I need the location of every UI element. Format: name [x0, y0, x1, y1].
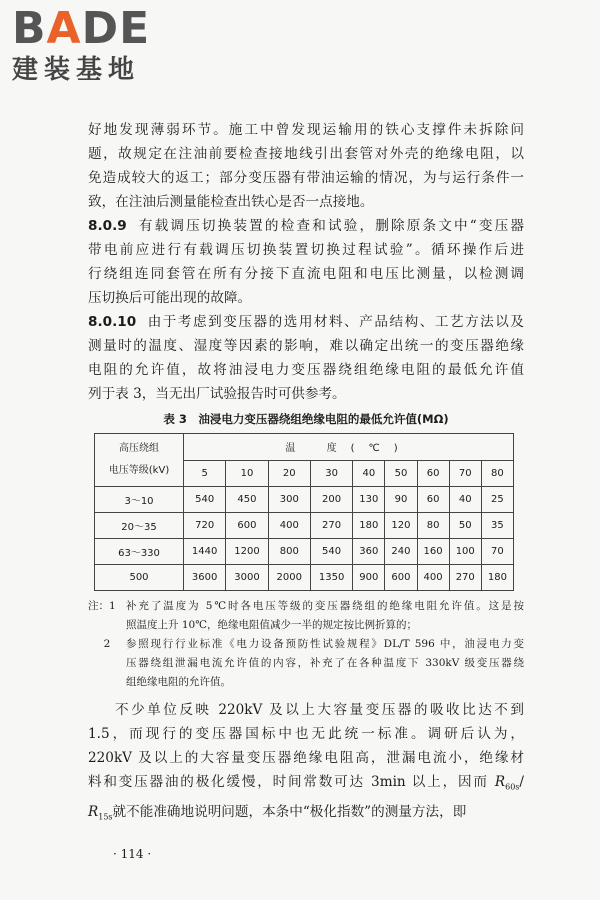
voltage-header — [95, 434, 184, 487]
value-cell: 720 — [184, 513, 226, 539]
table-notes — [88, 597, 524, 692]
value-cell: 40 — [449, 487, 481, 513]
text-line: 1.5，而现行的变压器国标中也无此统一标准。调研后认为， — [88, 726, 524, 742]
value-cell: 200 — [310, 487, 352, 513]
r15-subscript: 15s — [98, 812, 113, 822]
text-line-with-formula — [88, 770, 524, 800]
section-number: 8.0.9 — [88, 218, 127, 234]
table-row — [95, 513, 514, 539]
value-cell: 400 — [268, 513, 310, 539]
text-line-with-formula — [88, 800, 524, 830]
text-line: 列于表 3，当无出厂试验报告时可供参考。 — [88, 386, 346, 402]
note-label: 注：1 — [88, 600, 116, 612]
value-cell: 180 — [353, 513, 385, 539]
logo-wordmark: BADE — [12, 3, 151, 54]
value-cell: 300 — [268, 487, 310, 513]
value-cell: 60 — [417, 487, 449, 513]
slash: / — [519, 774, 524, 790]
text-segment: 料和变压器油的极化缓慢，时间常数可达 3min 以上，因而 — [88, 774, 489, 790]
temp-cell: 50 — [385, 460, 417, 487]
value-cell: 240 — [385, 539, 417, 565]
text-line: 不少单位反映 220kV 及以上大容量变压器的吸收比达不到 — [115, 702, 524, 718]
note-text — [126, 635, 524, 692]
note-label: 2 — [103, 638, 111, 650]
temp-cell: 80 — [481, 460, 513, 487]
section-8-0-10 — [88, 310, 524, 406]
value-cell: 1350 — [310, 565, 352, 591]
r15-symbol: R — [88, 803, 99, 820]
value-cell: 270 — [449, 565, 481, 591]
text-line: 致，在注油后测量能检查出铁心是否一点接地。 — [88, 194, 374, 210]
value-cell: 3000 — [226, 565, 268, 591]
voltage-cell: 500 — [95, 565, 184, 591]
value-cell: 800 — [268, 539, 310, 565]
value-cell: 50 — [449, 513, 481, 539]
logo-subtitle: 建装基地 — [12, 55, 141, 85]
text-line: 带电前应进行有载调压切换装置切换过程试验”。循环操作后进 — [88, 242, 524, 258]
note-1 — [88, 597, 524, 635]
note-line: 参照现行行业标准《电力设备预防性试验规程》DL/T 596 中，油浸电力变 — [126, 638, 524, 650]
page-number: · 114 · — [113, 847, 152, 861]
value-cell: 80 — [417, 513, 449, 539]
paragraph-polarization — [88, 698, 524, 829]
temperature-header: 温 度(℃) — [184, 434, 514, 461]
value-cell: 900 — [353, 565, 385, 591]
text-segment: 就不能准确地说明问题，本条中“极化指数”的测量方法，即 — [112, 803, 467, 820]
temp-cell: 20 — [268, 460, 310, 487]
r60-subscript: 60s — [505, 782, 520, 792]
table-row — [95, 487, 514, 513]
note-2 — [88, 635, 524, 692]
table-title: 表 3 油浸电力变压器绕组绝缘电阻的最低允许值(MΩ) — [163, 412, 449, 426]
value-cell: 1200 — [226, 539, 268, 565]
bade-logo — [12, 3, 187, 86]
value-cell: 35 — [481, 513, 513, 539]
table-row — [95, 539, 514, 565]
value-cell: 25 — [481, 487, 513, 513]
section-8-0-9 — [88, 214, 524, 310]
temp-cell: 70 — [449, 460, 481, 487]
text-line: 题，故规定在注油前要检查接地线引出套管对外壳的绝缘电阻，以 — [88, 146, 524, 162]
value-cell: 450 — [226, 487, 268, 513]
value-cell: 180 — [481, 565, 513, 591]
text-line: 行绕组连同套管在所有分接下直流电阻和电压比测量，以检测调 — [88, 266, 524, 282]
r60-symbol: R — [494, 774, 506, 790]
voltage-cell: 3～10 — [95, 487, 184, 513]
note-line: 补充了温度为 5℃时各电压等级的变压器绕组的绝缘电阻允许值。这是按 — [126, 600, 524, 612]
value-cell: 540 — [184, 487, 226, 513]
voltage-header-line1: 高压绕组 — [119, 443, 159, 454]
table-row — [95, 565, 514, 591]
value-cell: 70 — [481, 539, 513, 565]
paragraph-intro — [88, 118, 524, 214]
value-cell: 3600 — [184, 565, 226, 591]
temp-cell: 40 — [353, 460, 385, 487]
text-line: 免造成较大的返工；部分变压器有带油运输的情况，为与运行条件一 — [88, 170, 524, 186]
value-cell: 90 — [385, 487, 417, 513]
value-cell: 360 — [353, 539, 385, 565]
page-content — [88, 118, 524, 829]
text-line: 有载调压切换装置的检查和试验，删除原条文中“变压器 — [136, 218, 524, 234]
value-cell: 130 — [353, 487, 385, 513]
value-cell: 160 — [417, 539, 449, 565]
voltage-cell: 63～330 — [95, 539, 184, 565]
value-cell: 100 — [449, 539, 481, 565]
note-line: 照温度上升 10℃，绝缘电阻值减少一半的规定按比例折算的； — [126, 619, 417, 631]
value-cell: 120 — [385, 513, 417, 539]
value-cell: 2000 — [268, 565, 310, 591]
temp-cell: 60 — [417, 460, 449, 487]
voltage-cell: 20～35 — [95, 513, 184, 539]
text-line: 压切换后可能出现的故障。 — [88, 290, 252, 306]
value-cell: 400 — [417, 565, 449, 591]
temp-cell: 30 — [310, 460, 352, 487]
voltage-header-line2: 电压等级(kV) — [108, 465, 170, 476]
text-line: 测量时的温度、湿度等因素的影响，难以确定出统一的变压器绝缘 — [88, 338, 524, 354]
temp-cell: 10 — [226, 460, 268, 487]
temp-cell: 5 — [184, 460, 226, 487]
note-line: 组绝缘电阻的允许值。 — [126, 676, 231, 688]
text-line: 由于考虑到变压器的选用材料、产品结构、工艺方法以及 — [146, 314, 524, 330]
text-line: 220kV 及以上的大容量变压器绝缘电阻高，泄漏电流小，绝缘材 — [88, 750, 524, 766]
section-number: 8.0.10 — [88, 314, 137, 330]
insulation-resistance-table — [94, 433, 514, 591]
note-text — [126, 597, 524, 635]
text-line: 电阻的允许值，故将油浸电力变压器绕组绝缘电阻的最低允许值 — [88, 362, 524, 378]
note-line: 压器绕组泄漏电流允许值的内容，补充了在各种温度下 330kV 级变压器绕 — [126, 657, 524, 669]
text-line: 好地发现薄弱环节。施工中曾发现运输用的铁心支撑件未拆除问 — [88, 122, 524, 138]
value-cell: 1440 — [184, 539, 226, 565]
value-cell: 270 — [310, 513, 352, 539]
value-cell: 600 — [226, 513, 268, 539]
value-cell: 600 — [385, 565, 417, 591]
value-cell: 540 — [310, 539, 352, 565]
